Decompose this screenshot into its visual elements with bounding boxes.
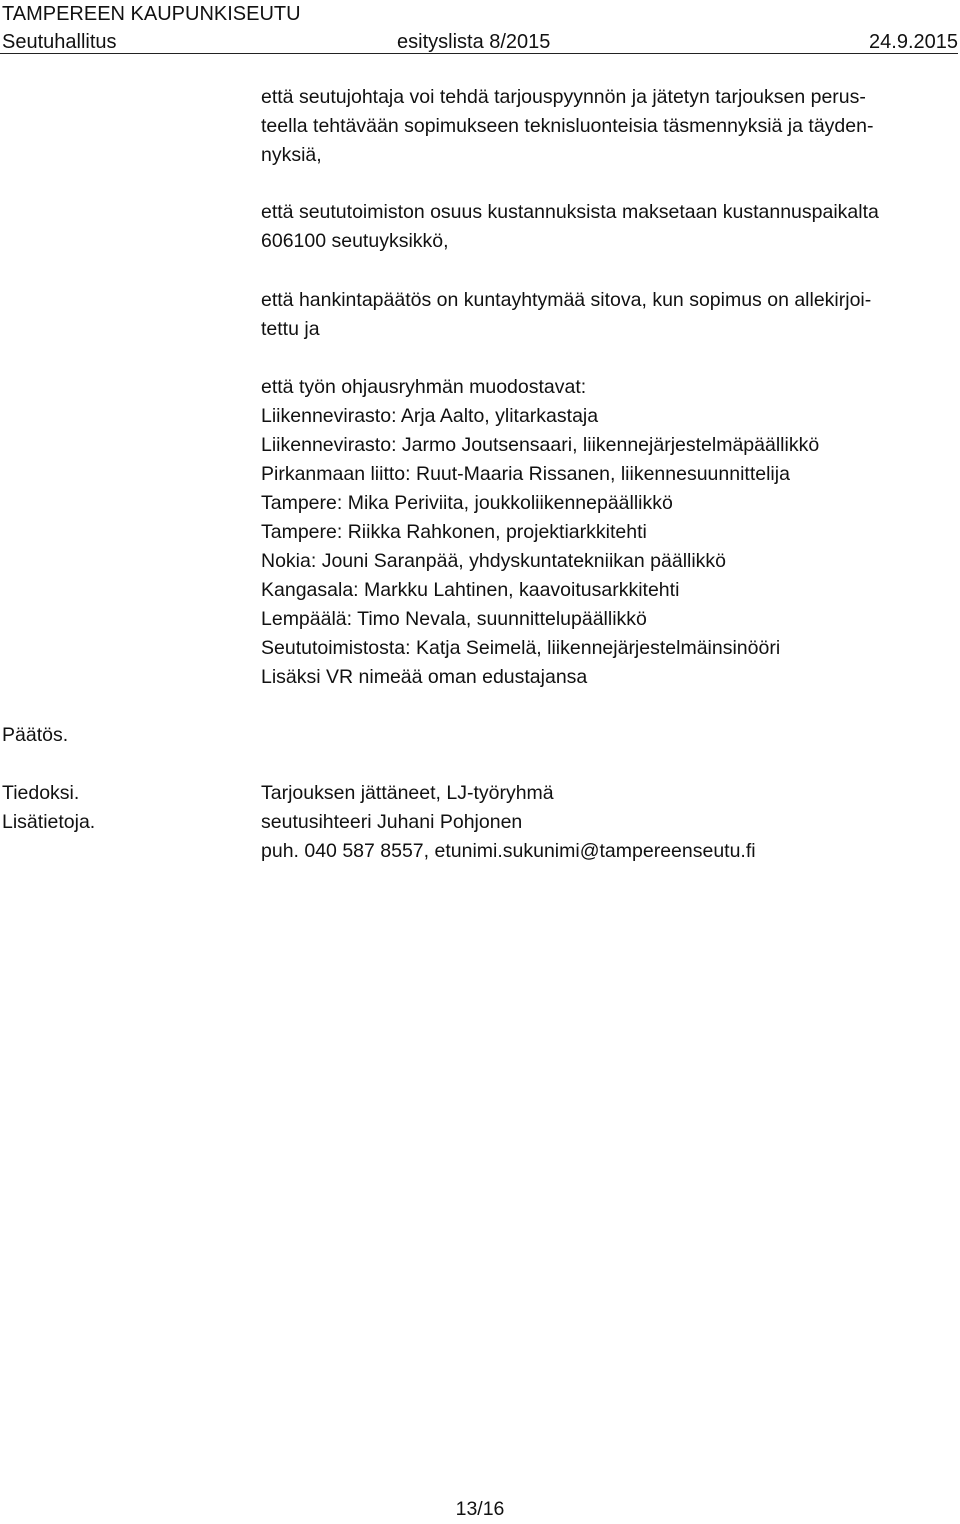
meeting-date: 24.9.2015 (869, 31, 958, 53)
list-intro: että työn ohjausryhmän muodostavat: (261, 376, 587, 398)
list-item: Tampere: Mika Periviita, joukkoliikennepäällikkö (261, 492, 673, 514)
decision-paragraph-1 (261, 83, 956, 170)
page-header (2, 0, 958, 56)
list-item: Lisäksi VR nimeää oman edustajansa (261, 666, 588, 688)
text-line: nyksiä, (261, 144, 322, 166)
text-line: 606100 seutuyksikkö, (261, 230, 449, 252)
text-line: että hankintapäätös on kuntayhtymää sitova, kun sopimus on allekirjoi- (261, 289, 872, 311)
header-row-top (2, 0, 958, 28)
decision-paragraph-2 (261, 198, 956, 256)
text-line: teella tehtävään sopimukseen teknisluonteisia täsmennyksiä ja täyden- (261, 115, 874, 137)
list-item: Liikennevirasto: Arja Aalto, ylitarkastaja (261, 405, 599, 427)
list-item: Tampere: Riikka Rahkonen, projektiarkkitehti (261, 521, 647, 543)
contact-name: seutusihteeri Juhani Pohjonen (261, 811, 523, 833)
page-number: 13/16 (455, 1498, 505, 1520)
contact-details: puh. 040 587 8557, etunimi.sukunimi@tampereenseutu.fi (261, 840, 756, 862)
text-line: että seututoimiston osuus kustannuksista maksetaan kustannuspaikalta (261, 201, 879, 223)
header-row-bottom (2, 28, 958, 56)
meeting-body: Seutuhallitus (2, 31, 117, 53)
side-labels (2, 779, 95, 837)
list-item: Pirkanmaan liitto: Ruut-Maaria Rissanen, liikennesuunnittelija (261, 463, 790, 485)
list-item: Nokia: Jouni Saranpää, yhdyskuntatekniikan päällikkö (261, 550, 727, 572)
decision-paragraph-3 (261, 286, 956, 344)
decision-label: Päätös. (2, 724, 69, 746)
list-item: Seututoimistosta: Katja Seimelä, liikennejärjestelmäinsinööri (261, 637, 781, 659)
info-block (261, 779, 756, 866)
recipients-text: Tarjouksen jättäneet, LJ-työryhmä (261, 782, 554, 804)
more-info-label: Lisätietoja. (2, 811, 96, 833)
list-item: Liikennevirasto: Jarmo Joutsensaari, liikennejärjestelmäpäällikkö (261, 434, 820, 456)
list-item: Kangasala: Markku Lahtinen, kaavoitusarkkitehti (261, 579, 680, 601)
header-divider (0, 53, 958, 54)
organization-name: TAMPEREEN KAUPUNKISEUTU (2, 3, 301, 25)
steering-group-list (261, 373, 956, 692)
agenda-number: esityslista 8/2015 (397, 31, 551, 53)
text-line: että seutujohtaja voi tehdä tarjouspyynnön ja jätetyn tarjouksen perus- (261, 86, 866, 108)
text-line: tettu ja (261, 318, 320, 340)
for-information-label: Tiedoksi. (2, 782, 80, 804)
list-item: Lempäälä: Timo Nevala, suunnittelupäällikkö (261, 608, 647, 630)
